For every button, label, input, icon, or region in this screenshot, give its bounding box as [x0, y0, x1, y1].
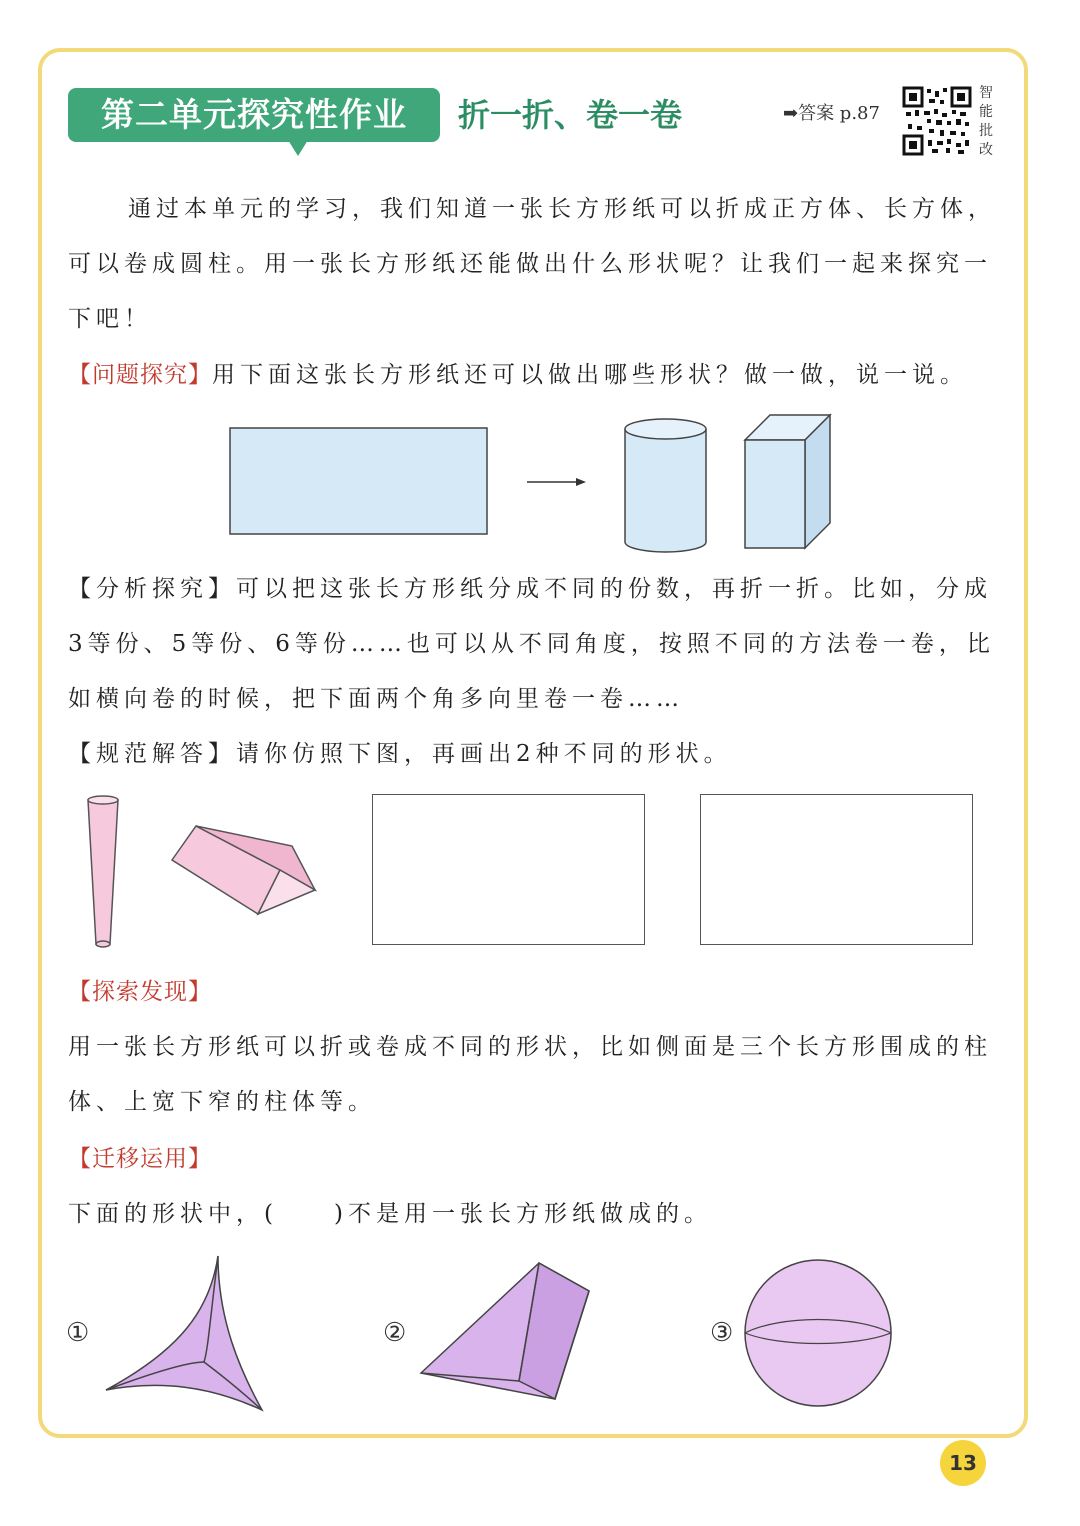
page-number-badge: 13 — [940, 1440, 986, 1486]
option-2-label[interactable]: ② — [383, 1318, 407, 1348]
fold-example-figure — [220, 405, 870, 565]
option-3-sphere-shape[interactable] — [740, 1255, 900, 1415]
discovery-text: 用一张长方形纸可以折或卷成不同的形状，比如侧面是三个长方形围成的柱体、上宽下窄的柱体等。 — [68, 1034, 992, 1115]
drawing-box-2[interactable] — [700, 794, 973, 945]
transfer-question: 下面的形状中，( )不是用一张长方形纸做成的。 — [68, 1201, 712, 1227]
answer-tag: 【规范解答】 — [68, 741, 236, 767]
unit-title-tag: 第二单元探究性作业 — [68, 88, 440, 142]
discovery-tag: 【探索发现】 — [68, 979, 212, 1005]
analysis-tag: 【分析探究】 — [68, 576, 236, 602]
analysis-section — [68, 562, 998, 727]
triangular-prism-shape — [172, 826, 315, 914]
answer-section — [68, 727, 998, 782]
qr-code-icon[interactable] — [902, 86, 972, 156]
analysis-text: 可以把这张长方形纸分成不同的份数，再折一折。比如，分成3等份、5等份、6等份……也可以从不同角度，按照不同的方法卷一卷，比如横向卷的时候，把下面两个角多向里卷一卷…… — [68, 576, 995, 712]
problem-text: 用下面这张长方形纸还可以做出哪些形状？做一做，说一说。 — [212, 362, 968, 388]
title-tag-pointer — [288, 140, 308, 156]
smart-grading-label: 智能批改 — [979, 85, 993, 158]
tapered-tube-shape — [88, 796, 118, 947]
cylinder-shape — [625, 419, 706, 552]
intro-paragraph: 通过本单元的学习，我们知道一张长方形纸可以折成正方体、长方体，可以卷成圆柱。用一张长方形纸还能做出什么形状呢？让我们一起来探究一下吧！ — [68, 196, 996, 332]
cuboid-shape — [745, 415, 830, 548]
drawing-box-1[interactable] — [372, 794, 645, 945]
transfer-tag: 【迁移运用】 — [68, 1146, 212, 1172]
paper-rectangle — [230, 428, 487, 534]
option-1-twisted-cone-shape[interactable] — [100, 1250, 280, 1420]
example-shapes-figure — [80, 790, 330, 960]
answer-reference[interactable]: ➡答案 p.87 — [783, 103, 880, 124]
problem-section — [68, 348, 998, 403]
option-3-label[interactable]: ③ — [710, 1318, 734, 1348]
page-subtitle: 折一折、卷一卷 — [458, 96, 683, 134]
option-1-label[interactable]: ① — [66, 1318, 90, 1348]
problem-tag: 【问题探究】 — [68, 362, 212, 388]
answer-text: 请你仿照下图，再画出2种不同的形状。 — [236, 741, 732, 767]
option-2-wedge-shape[interactable] — [415, 1255, 605, 1415]
